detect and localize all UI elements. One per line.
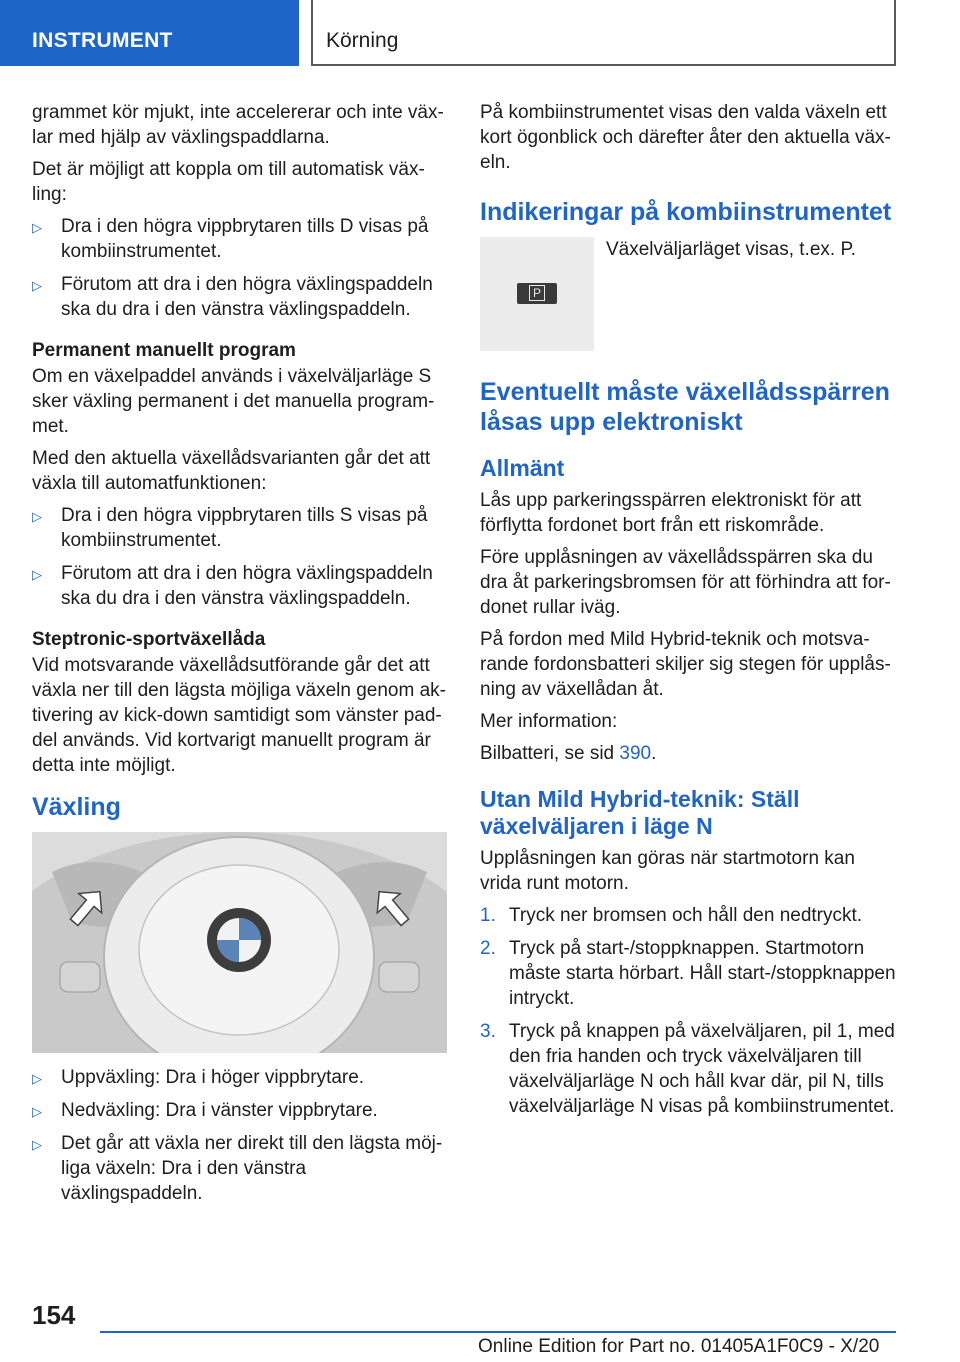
bullet-list xyxy=(32,503,450,611)
footer-divider xyxy=(100,1331,896,1333)
list-item xyxy=(32,272,450,322)
triangle-bullet-icon: ▷ xyxy=(32,567,42,582)
list-item xyxy=(32,503,450,553)
list-item xyxy=(32,561,450,611)
heading-indikeringar: Indikeringar på kombiinstrumentet xyxy=(480,198,892,226)
paragraph: Vid motsvarande växellådsutförande går det att växla ner till den lägsta möjliga växeln genom aktivering av kick-down samtidigt som vänster paddel används. Vid kortvarigt manuellt program är detta inte möjligt. xyxy=(32,655,446,776)
triangle-bullet-icon: ▷ xyxy=(32,1137,42,1152)
heading-allmant: Allmänt xyxy=(480,455,565,481)
subheading-permanent: Permanent manuellt program xyxy=(32,340,296,361)
reference-end: . xyxy=(651,743,657,764)
paragraph: Med den aktuella växellådsvarianten går det att växla till automatfunktionen: xyxy=(32,448,431,494)
steering-wheel-illustration xyxy=(32,832,447,1053)
list-item-text: Dra i den högra vippbrytaren tills S visas på kombiinstrumentet. xyxy=(61,505,428,551)
display-figure xyxy=(480,237,900,351)
triangle-bullet-icon: ▷ xyxy=(32,509,42,524)
list-item xyxy=(32,1065,450,1090)
paragraph: På fordon med Mild Hybrid-teknik och motsvarande fordonsbatteri skiljer sig stegen för upplåsning av växellådan åt. xyxy=(480,629,891,700)
chapter-title: Körning xyxy=(326,29,399,52)
step-number: 2. xyxy=(480,938,496,959)
reference-text: Bilbatteri, se sid xyxy=(480,743,620,764)
section-tab xyxy=(0,0,299,66)
paragraph: Lås upp parkeringsspärren elektroniskt för att förflytta fordonet bort från ett riskområde. xyxy=(480,490,862,536)
step-item xyxy=(480,936,900,1011)
step-text: Tryck på knappen på växelväljaren, pil 1, med den fria handen och tryck växelväljaren till växelväljarläge N och håll kvar där, pil N, tills växelväljarläge N visas på kombiinstrumentet. xyxy=(509,1021,895,1117)
list-item-text: Det går att växla ner direkt till den lägsta möjliga växeln: Dra i den vänstra växlingspaddeln. xyxy=(61,1133,443,1204)
heading-vaxling: Växling xyxy=(32,793,121,821)
gear-letter: P xyxy=(529,285,545,301)
cross-reference xyxy=(480,741,900,766)
subheading-steptronic: Steptronic-sportväxellåda xyxy=(32,629,266,650)
heading-utan-mild-hybrid: Utan Mild Hybrid-teknik: Ställ växelväljaren i läge N xyxy=(480,786,800,839)
paragraph: grammet kör mjukt, inte accelererar och inte växlar med hjälp av växlingspaddlarna. xyxy=(32,102,444,148)
paragraph: På kombiinstrumentet visas den valda växeln ett kort ögonblick och därefter åter den aktuella växeln. xyxy=(480,102,891,173)
list-item-text: Förutom att dra i den högra växlingspaddeln ska du dra i den vänstra växlingspaddeln. xyxy=(61,274,433,320)
bullet-list xyxy=(32,214,450,322)
list-item-text: Dra i den högra vippbrytaren tills D visas på kombiinstrumentet. xyxy=(61,216,429,262)
steering-wheel-image xyxy=(32,832,447,1053)
bullet-list xyxy=(32,1065,450,1206)
list-item-text: Nedväxling: Dra i vänster vippbrytare. xyxy=(61,1100,378,1121)
chapter-tab xyxy=(311,0,896,66)
footer-edition: Online Edition for Part no. 01405A1F0C9 - X/20 xyxy=(478,1336,880,1357)
right-column xyxy=(480,100,900,1127)
triangle-bullet-icon: ▷ xyxy=(32,220,42,235)
paragraph: Om en växelpaddel används i växelväljarläge S sker växling permanent i det manuella programmet. xyxy=(32,366,435,437)
list-item xyxy=(32,1098,450,1123)
left-column xyxy=(32,100,450,1218)
page-number: 154 xyxy=(32,1300,76,1330)
paragraph: Det är möjligt att koppla om till automatisk växling: xyxy=(32,159,425,205)
triangle-bullet-icon: ▷ xyxy=(32,278,42,293)
step-item xyxy=(480,1019,900,1119)
triangle-bullet-icon: ▷ xyxy=(32,1071,42,1086)
step-number: 3. xyxy=(480,1021,496,1042)
list-item xyxy=(32,1131,450,1206)
list-item-text: Uppväxling: Dra i höger vippbrytare. xyxy=(61,1067,365,1088)
step-text: Tryck på start-/stoppknappen. Startmotorn måste starta hörbart. Håll start-/stoppknappen intryckt. xyxy=(509,938,896,1009)
gear-indicator xyxy=(517,283,557,304)
step-item xyxy=(480,903,900,928)
step-text: Tryck ner bromsen och håll den nedtryckt. xyxy=(509,905,863,926)
triangle-bullet-icon: ▷ xyxy=(32,1104,42,1119)
list-item xyxy=(32,214,450,264)
numbered-steps xyxy=(480,903,900,1119)
display-caption: Växelväljarläget visas, t.ex. P. xyxy=(606,239,856,260)
section-title: INSTRUMENT xyxy=(32,29,173,52)
heading-eventuellt: Eventuellt måste växellådsspärren låsas upp elektroniskt xyxy=(480,378,890,436)
list-item-text: Förutom att dra i den högra växlingspaddeln ska du dra i den vänstra växlingspaddeln. xyxy=(61,563,433,609)
step-number: 1. xyxy=(480,905,496,926)
gear-display-image xyxy=(480,237,594,351)
paragraph: Upplåsningen kan göras när startmotorn kan vrida runt motorn. xyxy=(480,848,855,894)
page-link[interactable]: 390 xyxy=(619,743,652,764)
paragraph: Före upplåsningen av växellådsspärren ska du dra åt parkeringsbromsen för att förhindra att fordonet rullar iväg. xyxy=(480,547,891,618)
paragraph: Mer information: xyxy=(480,711,618,732)
